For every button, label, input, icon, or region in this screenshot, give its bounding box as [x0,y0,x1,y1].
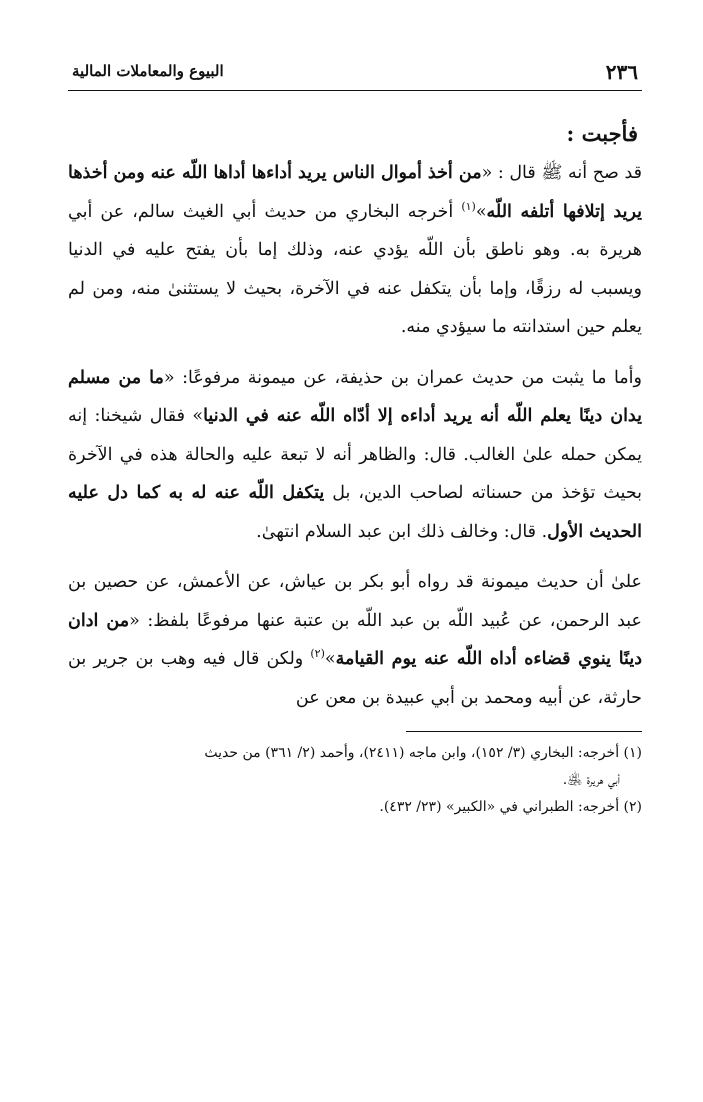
paragraph-2-text-e: . قال: وخالف ذلك ابن عبد السلام انتهىٰ. [256,521,548,542]
running-title: البيوع والمعاملات المالية [72,62,224,80]
footnote-ref-2: (٢) [310,647,325,661]
paragraph-1-text-a: قد صح أنه ﷺ قال : « [481,163,642,183]
paragraph-3 [68,563,642,717]
hadith-quote-2: ما من مسلم يدان دينًا يعلم اللّه أنه يريد أداءه إلا أدّاه اللّه عنه في الدنيا [68,367,642,426]
footnote-1-line-2: أبي هريرة ﵁. [562,772,620,788]
section-heading: فأجبت : [566,121,638,146]
paragraph-1-text-d: أخرجه البخاري من حديث أبي الغيث سالم، عن أبي هريرة به. وهو ناطق بأن اللّه يؤدي عنه، وذلك إما بأن يفتح عليه في الدنيا ويسبب له رزقًا، وإما بأن يتكفل عنه في الآخرة، بحيث لا يستثنىٰ منه، ومن لم يعلم حين استدانته ما سيؤدي منه. [68,201,642,337]
paragraph-2 [68,359,642,552]
paragraph-2-bold-phrase: يتكفل اللّه عنه له به كما دل عليه الحديث الأول [68,483,642,542]
book-page [68,52,642,821]
paragraph-3-text-a: علىٰ أن حديث ميمونة قد رواه أبو بكر بن عياش، عن الأعمش، عن حصين بن عبد الرحمن، عن عُبيد اللّه بن عبد اللّه بن عتبة عنها مرفوعًا بلفظ: « [68,572,642,631]
footnote-2: (٢) أخرجه: الطبراني في «الكبير» (٢٣/ ٤٣٢). [379,799,642,815]
page-number: ٢٣٦ [605,60,638,84]
footnotes [68,740,642,821]
footnote-divider [406,731,642,732]
paragraph-3-text-d: ولكن قال فيه وهب بن جرير بن حارثة، عن أبيه ومحمد بن أبي عبيدة بن معن عن [68,649,642,708]
footnote-1-line-1: (١) أخرجه: البخاري (٣/ ١٥٢)، وابن ماجه (٢٤١١)، وأحمد (٢/ ٣٦١) من حديث [204,745,642,761]
paragraph-3-text-c: » [324,649,336,669]
paragraph-2-text-c: » فقال شيخنا: إنه يمكن حمله علىٰ الغالب. قال: والظاهر أنه لا تبعة عليه والحالة هذه في الآخرة بحيث تؤخذ من حسناته لصاحب الدين، بل [68,406,642,503]
paragraph-1-text-c: » [475,201,487,222]
hadith-quote-1: من أخذ أموال الناس يريد أداءها أداها اللّه عنه ومن أخذها يريد إتلافها أتلفه اللّه [68,163,642,222]
footnote-ref-1: (١) [461,199,476,213]
paragraph-2-text-a: وأما ما يثبت من حديث عمران بن حذيفة، عن ميمونة مرفوعًا: « [163,367,642,388]
hadith-quote-3: من ادان دينًا ينوي قضاءه أداه اللّه عنه يوم القيامة [68,610,642,669]
page-header [68,52,642,91]
paragraph-1 [68,154,642,347]
